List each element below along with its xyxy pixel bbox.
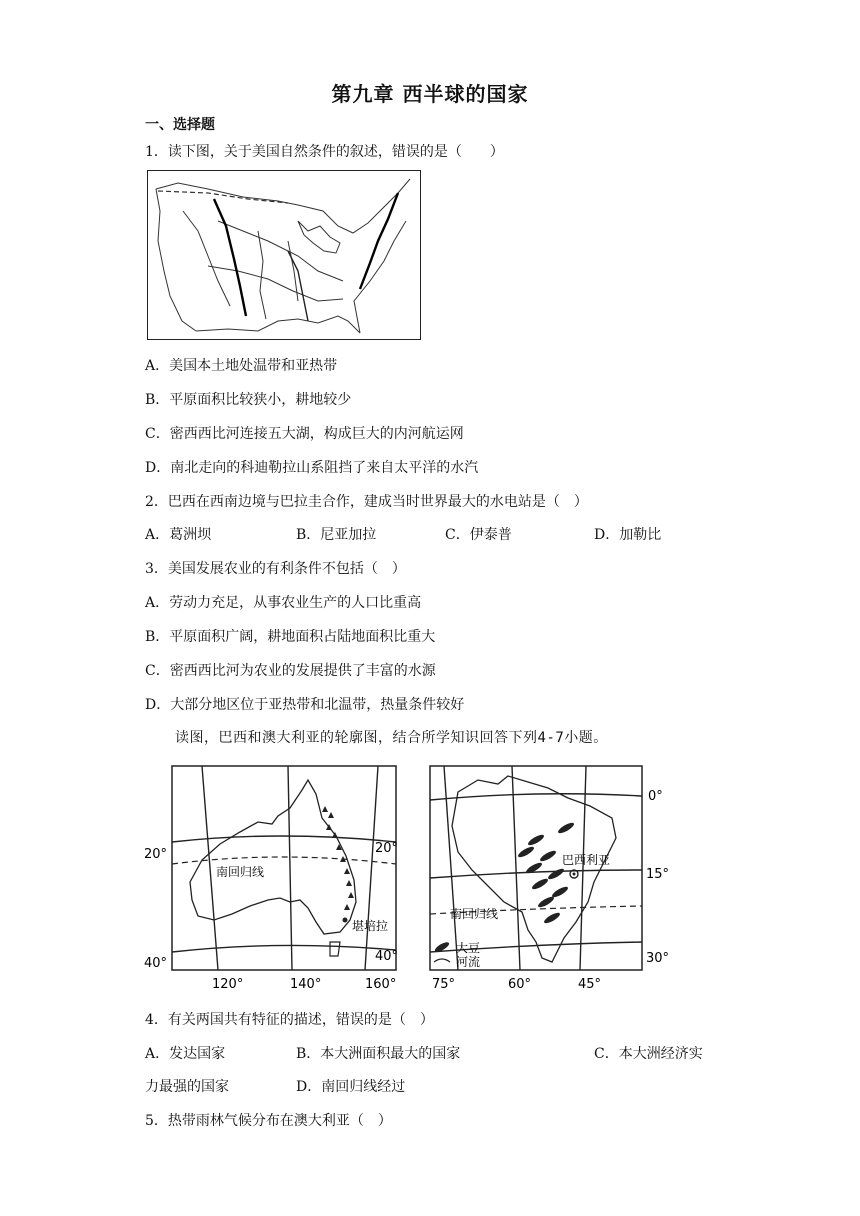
bra-lon-75: 75° xyxy=(432,977,456,992)
brazil-map xyxy=(428,762,680,992)
australia-map xyxy=(140,760,400,992)
q1-option-c[interactable]: C．密西西比河连接五大湖，构成巨大的内河航运网 xyxy=(145,426,464,442)
bra-lon-60: 60° xyxy=(508,977,532,992)
legend-soybean: 大豆 xyxy=(456,941,481,955)
question-3-stem: 3．美国发展农业的有利条件不包括（ ） xyxy=(145,561,406,577)
q2-option-d[interactable]: D．加勒比 xyxy=(594,527,662,543)
question-4-stem: 4．有关两国共有特征的描述，错误的是（ ） xyxy=(145,1012,434,1028)
q4-option-a[interactable]: A．发达国家 xyxy=(145,1046,226,1062)
q3-option-b[interactable]: B．平原面积广阔，耕地面积占陆地面积比重大 xyxy=(145,629,436,645)
question-5-stem: 5．热带雨林气候分布在澳大利亚（ ） xyxy=(145,1113,392,1129)
bra-lat-30: 30° xyxy=(646,951,670,966)
aus-lon-120: 120° xyxy=(212,977,244,992)
q2-option-b[interactable]: B．尼亚加拉 xyxy=(296,527,377,543)
q4-option-c[interactable]: C．本大洲经济实 xyxy=(594,1046,703,1062)
question-2-stem: 2．巴西在西南边境与巴拉圭合作，建成当时世界最大的水电站是（ ） xyxy=(145,494,588,510)
bra-capital-label: 巴西利亚 xyxy=(562,853,611,867)
legend-river: 河流 xyxy=(456,955,481,969)
us-map-drawing xyxy=(148,171,420,339)
bra-tropic-label: 南回归线 xyxy=(450,907,499,921)
q2-option-c[interactable]: C．伊泰普 xyxy=(445,527,512,543)
aus-lon-160: 160° xyxy=(365,977,397,992)
q4-option-c-cont: 力最强的国家 xyxy=(145,1079,229,1095)
section-heading: 一、选择题 xyxy=(145,117,215,133)
australia-map-drawing xyxy=(140,760,400,992)
aus-capital-label: 堪培拉 xyxy=(352,919,389,933)
q1-option-b[interactable]: B．平原面积比较狭小，耕地较少 xyxy=(145,392,352,408)
q3-option-a[interactable]: A．劳动力充足，从事农业生产的人口比重高 xyxy=(145,595,422,611)
aus-lat-40-left: 40° xyxy=(144,956,168,971)
q1-option-a[interactable]: A．美国本土地处温带和亚热带 xyxy=(145,358,338,374)
reading-intro: 读图，巴西和澳大利亚的轮廓图，结合所学知识回答下列4-7小题。 xyxy=(175,730,608,746)
page-title: 第九章 西半球的国家 xyxy=(331,82,529,106)
q4-option-b[interactable]: B．本大洲面积最大的国家 xyxy=(296,1046,461,1062)
aus-lat-40-right: 40° xyxy=(374,949,398,964)
bra-lon-45: 45° xyxy=(578,977,602,992)
q3-option-d[interactable]: D．大部分地区位于亚热带和北温带，热量条件较好 xyxy=(145,697,465,713)
q1-option-d[interactable]: D．南北走向的科迪勒拉山系阻挡了来自太平洋的水汽 xyxy=(145,460,479,476)
question-1-stem: 1．读下图，关于美国自然条件的叙述，错误的是（ ） xyxy=(145,144,504,160)
brazil-map-drawing xyxy=(428,762,680,992)
us-map xyxy=(147,170,421,340)
q2-option-a[interactable]: A．葛洲坝 xyxy=(145,527,212,543)
aus-lat-20-right: 20° xyxy=(374,841,398,856)
q4-option-d[interactable]: D．南回归线经过 xyxy=(296,1079,406,1095)
q3-option-c[interactable]: C．密西西比河为农业的发展提供了丰富的水源 xyxy=(145,663,436,679)
aus-lon-140: 140° xyxy=(290,977,322,992)
bra-lat-0: 0° xyxy=(648,789,663,804)
bra-lat-15: 15° xyxy=(646,867,670,882)
brazil-legend xyxy=(434,940,480,969)
aus-tropic-label: 南回归线 xyxy=(216,865,265,879)
aus-lat-20-left: 20° xyxy=(144,847,168,862)
